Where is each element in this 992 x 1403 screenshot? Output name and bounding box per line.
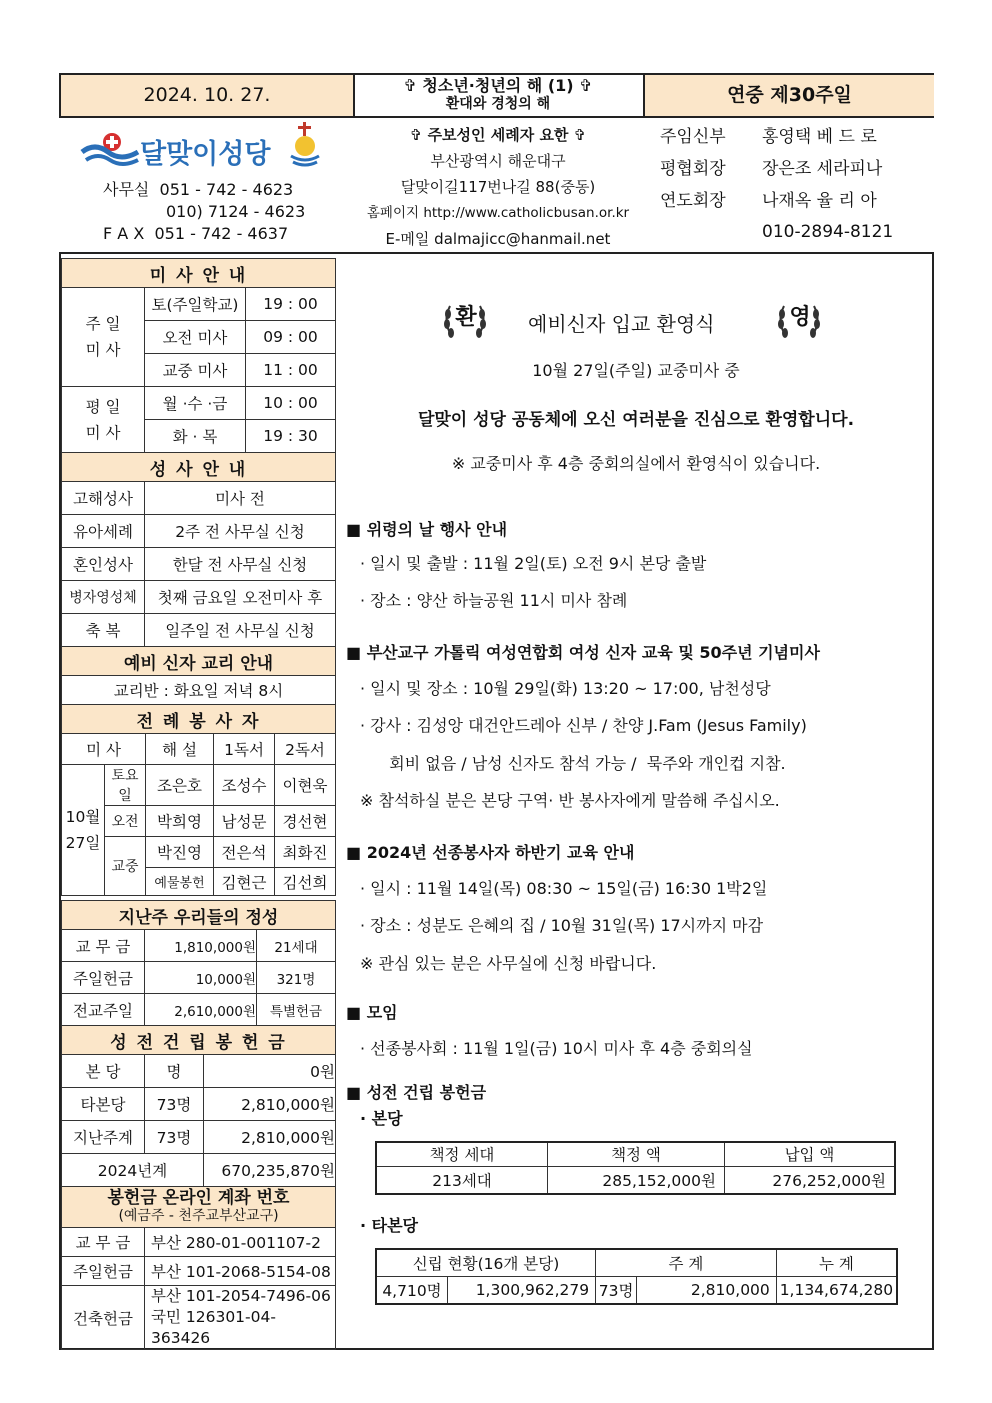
staff-role: 평협회장 bbox=[660, 159, 726, 179]
build-home-value: 276,252,000원 bbox=[725, 1166, 896, 1194]
building-amount: 0원 bbox=[204, 1055, 336, 1088]
staff-role: 주임신부 bbox=[660, 127, 726, 147]
liturgy-header: 해 설 bbox=[146, 734, 214, 765]
building-count: 명 bbox=[145, 1055, 204, 1088]
building-amount: 2,810,000원 bbox=[204, 1121, 336, 1154]
build-other-value: 1,134,674,280 bbox=[776, 1276, 897, 1304]
email-link[interactable]: E-메일 dalmajicc@hanmail.net bbox=[385, 230, 611, 248]
issue-date: 2024. 10. 27. bbox=[143, 84, 271, 106]
fax-label: F A X bbox=[103, 224, 145, 243]
sacrament-name: 유아세례 bbox=[62, 515, 145, 548]
build-other-value: 4,710명 bbox=[376, 1276, 448, 1304]
address-2: 달맞이길117번나길 88(중동) bbox=[400, 178, 596, 196]
build-other-header: 신립 현황(16개 본당) bbox=[376, 1249, 596, 1276]
mass-title: 미 사 안 내 bbox=[62, 259, 336, 288]
notice-title: ■ 위령의 날 행사 안내 bbox=[346, 520, 508, 539]
welcome-message: 달맞이 성당 공동체에 오신 여러분을 진심으로 환영합니다. bbox=[417, 410, 855, 430]
liturgy-header: 미 사 bbox=[62, 734, 146, 765]
sacrament-value: 한달 전 사무실 신청 bbox=[145, 548, 336, 581]
staff-list bbox=[660, 121, 882, 217]
mass-time: 09 : 00 bbox=[246, 321, 336, 354]
liturgy-cell: 박희영 bbox=[146, 806, 214, 837]
build-fund-section bbox=[346, 1080, 926, 1131]
office-phone: 051 - 742 - 4623 bbox=[159, 180, 294, 199]
fax-number: 051 - 742 - 4637 bbox=[154, 224, 289, 243]
liturgy-cell: 남성문 bbox=[214, 806, 275, 837]
liturgy-cell: 전은석 bbox=[214, 837, 275, 868]
mass-name: 교중 미사 bbox=[145, 354, 246, 387]
catechism-table bbox=[61, 646, 336, 705]
liturgy-cell: 예물봉헌 bbox=[146, 868, 214, 896]
mass-name: 토(주일학교) bbox=[145, 288, 246, 321]
mass-time: 19 : 30 bbox=[246, 420, 336, 453]
sacrament-title: 성 사 안 내 bbox=[62, 453, 336, 482]
offering-name: 주일헌금 bbox=[62, 962, 145, 994]
account-build-cell bbox=[145, 1286, 336, 1350]
welcome-char-left: 환 bbox=[455, 305, 477, 330]
sacrament-name: 축 복 bbox=[62, 614, 145, 647]
liturgy-cell: 최화진 bbox=[275, 837, 336, 868]
staff-role: 연도회장 bbox=[660, 191, 726, 211]
liturgy-mass: 토요일 bbox=[105, 765, 146, 806]
welcome-when: 10월 27일(주일) 교중미사 중 bbox=[532, 361, 740, 380]
build-fund-other-label: · 타본당 bbox=[360, 1216, 419, 1235]
offering-extra: 321명 bbox=[257, 962, 336, 994]
building-year-label: 2024년계 bbox=[62, 1154, 204, 1187]
notice-4 bbox=[346, 1000, 926, 1061]
mass-name: 화 · 목 bbox=[145, 420, 246, 453]
account-table bbox=[61, 1186, 336, 1350]
notice-title: ■ 2024년 선종봉사자 하반기 교육 안내 bbox=[346, 843, 635, 862]
notice-line: 회비 없음 / 남성 신자도 참석 가능 / 묵주와 개인컵 지참. bbox=[374, 753, 786, 773]
staff-name: 장은조 세라피나 bbox=[762, 159, 883, 179]
patron: ✞ 주보성인 세례자 요한 ✞ bbox=[409, 126, 587, 144]
notice-line: · 선종봉사회 : 11월 1일(금) 10시 미사 후 4층 중회의실 bbox=[360, 1038, 753, 1058]
account-number: 부산 101-2068-5154-08 bbox=[145, 1257, 336, 1286]
building-year-amount: 670,235,870원 bbox=[204, 1154, 336, 1187]
liturgy-header: 2독서 bbox=[275, 734, 336, 765]
liturgy-cell: 이현욱 bbox=[275, 765, 336, 806]
offering-amount: 1,810,000원 bbox=[145, 930, 257, 962]
build-home-value: 285,152,000원 bbox=[548, 1166, 725, 1194]
offering-extra: 특별헌금 bbox=[257, 994, 336, 1026]
mass-name: 월 ·수 ·금 bbox=[145, 387, 246, 420]
liturgy-title: 전 례 봉 사 자 bbox=[62, 705, 336, 734]
parish-name: 달맞이성당 bbox=[140, 139, 271, 170]
sacrament-table bbox=[61, 452, 336, 647]
notice-title: ■ 부산교구 가톨릭 여성연합회 여성 신자 교육 및 50주년 기념미사 bbox=[346, 643, 820, 662]
week-cell bbox=[643, 75, 934, 116]
building-count: 73명 bbox=[145, 1121, 204, 1154]
mass-table bbox=[61, 258, 336, 453]
theme-title: ✞ 청소년·청년의 해 (1) ✞ bbox=[403, 76, 593, 95]
wave-logo-icon bbox=[80, 128, 140, 168]
building-name: 지난주계 bbox=[62, 1121, 145, 1154]
notice-line: ※ 관심 있는 분은 사무실에 신청 바랍니다. bbox=[360, 953, 657, 973]
date-cell bbox=[61, 75, 355, 116]
parish-info bbox=[352, 122, 644, 252]
liturgy-cell: 박진영 bbox=[146, 837, 214, 868]
build-fund-home-label: · 본당 bbox=[360, 1108, 403, 1128]
build-home-header: 책정 액 bbox=[548, 1142, 725, 1166]
sacrament-value: 미사 전 bbox=[145, 482, 336, 515]
notice-2 bbox=[346, 640, 926, 814]
notice-3 bbox=[346, 840, 926, 976]
offering-amount: 2,610,000원 bbox=[145, 994, 257, 1026]
notice-line: · 일시 : 11월 14일(목) 08:30 ~ 15일(금) 16:30 1박2일 bbox=[360, 878, 768, 898]
liturgy-cell: 조은호 bbox=[146, 765, 214, 806]
sacrament-name: 혼인성사 bbox=[62, 548, 145, 581]
mass-time: 11 : 00 bbox=[246, 354, 336, 387]
account-number: 부산 101-2054-7496-06 bbox=[151, 1287, 331, 1305]
notice-line: · 일시 및 장소 : 10월 29일(화) 13:20 ~ 17:00, 남천성당 bbox=[360, 678, 771, 698]
account-number: 국민 126301-04-363426 bbox=[151, 1308, 276, 1347]
liturgy-cell: 조성수 bbox=[214, 765, 275, 806]
liturgy-cell: 김선희 bbox=[275, 868, 336, 896]
account-name: 주일헌금 bbox=[62, 1257, 145, 1286]
build-other-header: 누 계 bbox=[776, 1249, 897, 1276]
building-table bbox=[61, 1025, 336, 1187]
build-other-value: 73명 bbox=[596, 1276, 637, 1304]
moon-icon bbox=[285, 120, 325, 172]
notice-line: · 강사 : 김성앙 대건안드레아 신부 / 찬양 J.Fam (Jesus Family) bbox=[360, 716, 807, 736]
build-fund-title: ■ 성전 건립 봉헌금 bbox=[346, 1083, 487, 1102]
liturgy-mass: 교중 bbox=[105, 837, 146, 896]
theme-subtitle: 환대와 경청의 해 bbox=[445, 96, 551, 112]
offering-extra: 21세대 bbox=[257, 930, 336, 962]
building-amount: 2,810,000원 bbox=[204, 1088, 336, 1121]
offering-table bbox=[61, 900, 336, 1026]
offering-amount: 10,000원 bbox=[145, 962, 257, 994]
weekday-mass-label: 평 일 미 사 bbox=[62, 387, 145, 453]
staff-name: 나재옥 율 리 아 bbox=[762, 191, 877, 211]
build-other-value: 2,810,000 bbox=[637, 1276, 777, 1304]
notice-line: · 일시 및 출발 : 11월 2일(토) 오전 9시 본당 출발 bbox=[360, 553, 707, 573]
building-name: 타본당 bbox=[62, 1088, 145, 1121]
liturgy-mass: 오전 bbox=[105, 806, 146, 837]
header-bar bbox=[59, 73, 934, 118]
build-other-value: 1,300,962,279 bbox=[448, 1276, 596, 1304]
liturgy-date: 10월 27일 bbox=[62, 765, 105, 896]
account-subtitle: (예금주 - 천주교부산교구) bbox=[118, 1208, 279, 1224]
offering-name: 교 무 금 bbox=[62, 930, 145, 962]
notice-line: · 장소 : 성분도 은혜의 집 / 10월 31일(목) 17시까지 마감 bbox=[360, 916, 764, 936]
liturgy-cell: 경선현 bbox=[275, 806, 336, 837]
theme-cell bbox=[353, 75, 643, 116]
account-name: 건축헌금 bbox=[62, 1286, 145, 1350]
mass-time: 10 : 00 bbox=[246, 387, 336, 420]
sacrament-name: 병자영성체 bbox=[62, 581, 145, 614]
notice-line: ※ 참석하실 분은 본당 구역· 반 봉사자에게 말씀해 주십시오. bbox=[360, 791, 780, 811]
parish-logo bbox=[80, 128, 140, 172]
address-1: 부산광역시 해운대구 bbox=[430, 152, 566, 170]
build-home-header: 납입 액 bbox=[725, 1142, 896, 1166]
account-header bbox=[62, 1187, 336, 1228]
staff-name: 홍영택 베 드 로 bbox=[762, 127, 877, 147]
staff-phone: 010-2894-8121 bbox=[762, 222, 894, 242]
welcome-char-right: 영 bbox=[789, 305, 811, 330]
homepage-link[interactable]: 홈페이지 http://www.catholicbusan.or.kr bbox=[366, 205, 630, 221]
left-column bbox=[61, 258, 336, 1350]
liturgy-header: 1독서 bbox=[214, 734, 275, 765]
mobile-phone: 010) 7124 - 4623 bbox=[166, 202, 306, 221]
sacrament-value: 첫째 금요일 오전미사 후 bbox=[145, 581, 336, 614]
build-home-value: 213세대 bbox=[376, 1166, 548, 1194]
building-count: 73명 bbox=[145, 1088, 204, 1121]
sunday-mass-label: 주 일 미 사 bbox=[62, 288, 145, 387]
catechism-value: 교리반 : 화요일 저녁 8시 bbox=[62, 676, 336, 705]
liturgy-cell: 김현근 bbox=[214, 868, 275, 896]
building-title: 성 전 건 립 봉 헌 금 bbox=[62, 1026, 336, 1055]
notice-1 bbox=[346, 517, 926, 614]
account-title: 봉헌금 온라인 계좌 번호 bbox=[107, 1188, 290, 1208]
building-name: 본 당 bbox=[62, 1055, 145, 1088]
notice-line: · 장소 : 양산 하늘공원 11시 미사 참례 bbox=[360, 591, 628, 611]
notice-title: ■ 모임 bbox=[346, 1003, 398, 1022]
welcome-note: ※ 교중미사 후 4층 중회의실에서 환영식이 있습니다. bbox=[451, 454, 821, 473]
build-other-header: 주 계 bbox=[596, 1249, 777, 1276]
sacrament-value: 일주일 전 사무실 신청 bbox=[145, 614, 336, 647]
catechism-title: 예비 신자 교리 안내 bbox=[62, 647, 336, 676]
mass-time: 19 : 00 bbox=[246, 288, 336, 321]
liturgy-table bbox=[61, 704, 336, 896]
account-number: 부산 280-01-001107-2 bbox=[145, 1228, 336, 1257]
offering-name: 전교주일 bbox=[62, 994, 145, 1026]
welcome-title: 예비신자 입교 환영식 bbox=[528, 312, 715, 336]
office-label: 사무실 bbox=[103, 180, 150, 199]
contact-block bbox=[103, 179, 305, 245]
sacrament-value: 2주 전 사무실 신청 bbox=[145, 515, 336, 548]
build-home-table bbox=[375, 1141, 896, 1195]
build-home-header: 책정 세대 bbox=[376, 1142, 548, 1166]
liturgical-week: 연중 제30주일 bbox=[727, 84, 852, 106]
mass-name: 오전 미사 bbox=[145, 321, 246, 354]
build-other-table bbox=[375, 1248, 898, 1305]
account-name: 교 무 금 bbox=[62, 1228, 145, 1257]
sacrament-name: 고해성사 bbox=[62, 482, 145, 515]
offering-title: 지난주 우리들의 정성 bbox=[62, 901, 336, 930]
